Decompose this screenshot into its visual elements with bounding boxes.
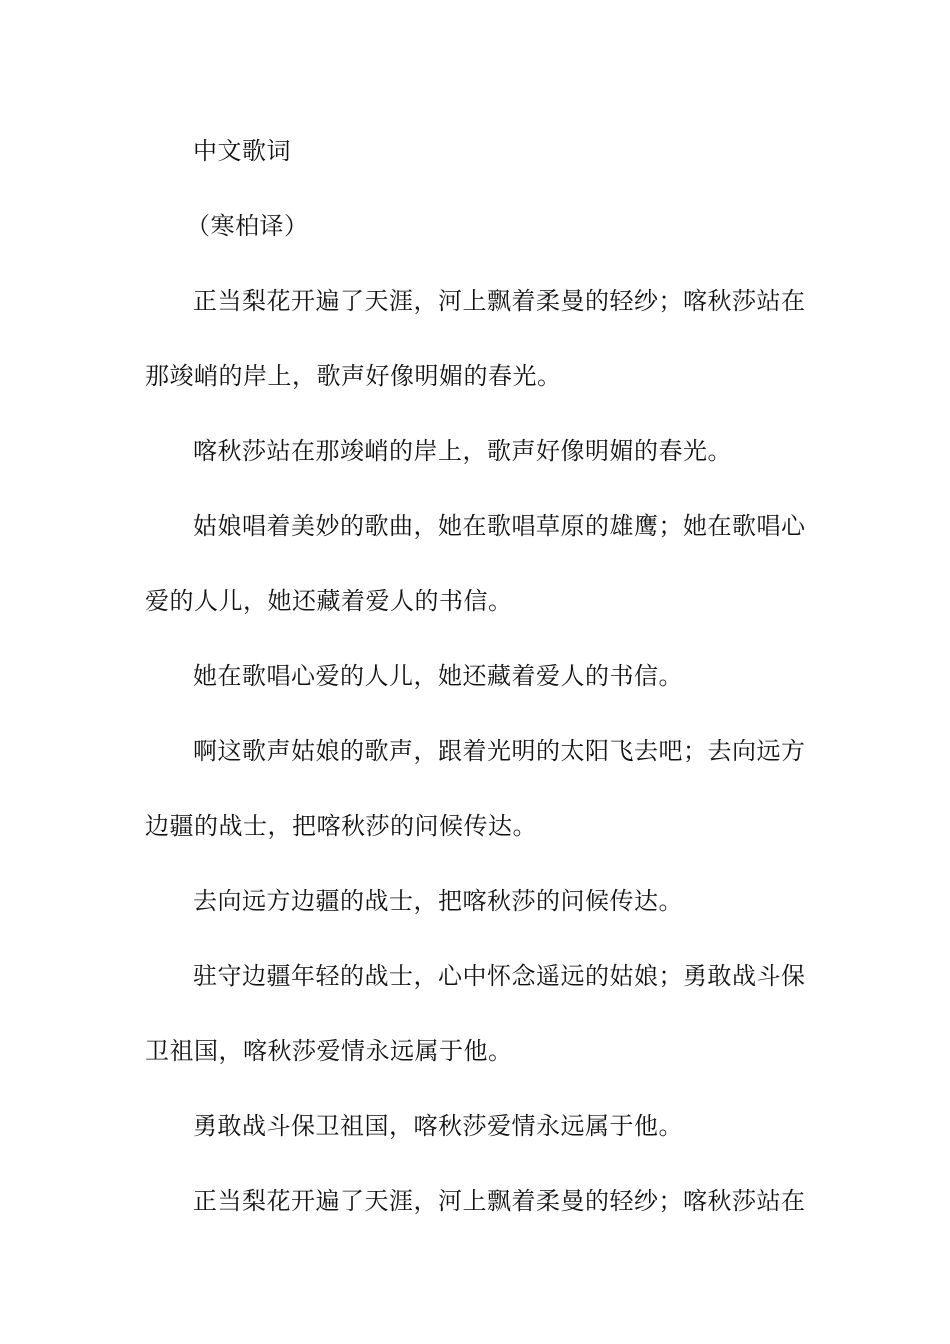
lyric-line: 卫祖国，喀秋莎爱情永远属于他。 xyxy=(145,1037,513,1065)
lyric-line: 喀秋莎站在那竣峭的岸上，歌声好像明媚的春光。 xyxy=(193,437,732,465)
lyric-line: 去向远方边疆的战士，把喀秋莎的问候传达。 xyxy=(193,887,683,915)
lyric-line: 驻守边疆年轻的战士，心中怀念遥远的姑娘；勇敢战斗保 xyxy=(193,962,806,990)
lyric-line: 啊这歌声姑娘的歌声，跟着光明的太阳飞去吧；去向远方 xyxy=(193,737,806,765)
lyric-line: 正当梨花开遍了天涯，河上飘着柔曼的轻纱；喀秋莎站在 xyxy=(193,1187,806,1215)
lyric-line: 她在歌唱心爱的人儿，她还藏着爱人的书信。 xyxy=(193,662,683,690)
lyric-line: 爱的人儿，她还藏着爱人的书信。 xyxy=(145,587,513,615)
lyric-line: 正当梨花开遍了天涯，河上飘着柔曼的轻纱；喀秋莎站在 xyxy=(193,287,806,315)
lyrics-heading: 中文歌词 xyxy=(193,137,291,165)
lyric-line: 边疆的战士，把喀秋莎的问候传达。 xyxy=(145,812,537,840)
lyric-line: 那竣峭的岸上，歌声好像明媚的春光。 xyxy=(145,362,562,390)
lyric-line: 姑娘唱着美妙的歌曲，她在歌唱草原的雄鹰；她在歌唱心 xyxy=(193,512,806,540)
lyric-line: 勇敢战斗保卫祖国，喀秋莎爱情永远属于他。 xyxy=(193,1112,683,1140)
translator-credit: （寒柏译） xyxy=(186,212,309,240)
